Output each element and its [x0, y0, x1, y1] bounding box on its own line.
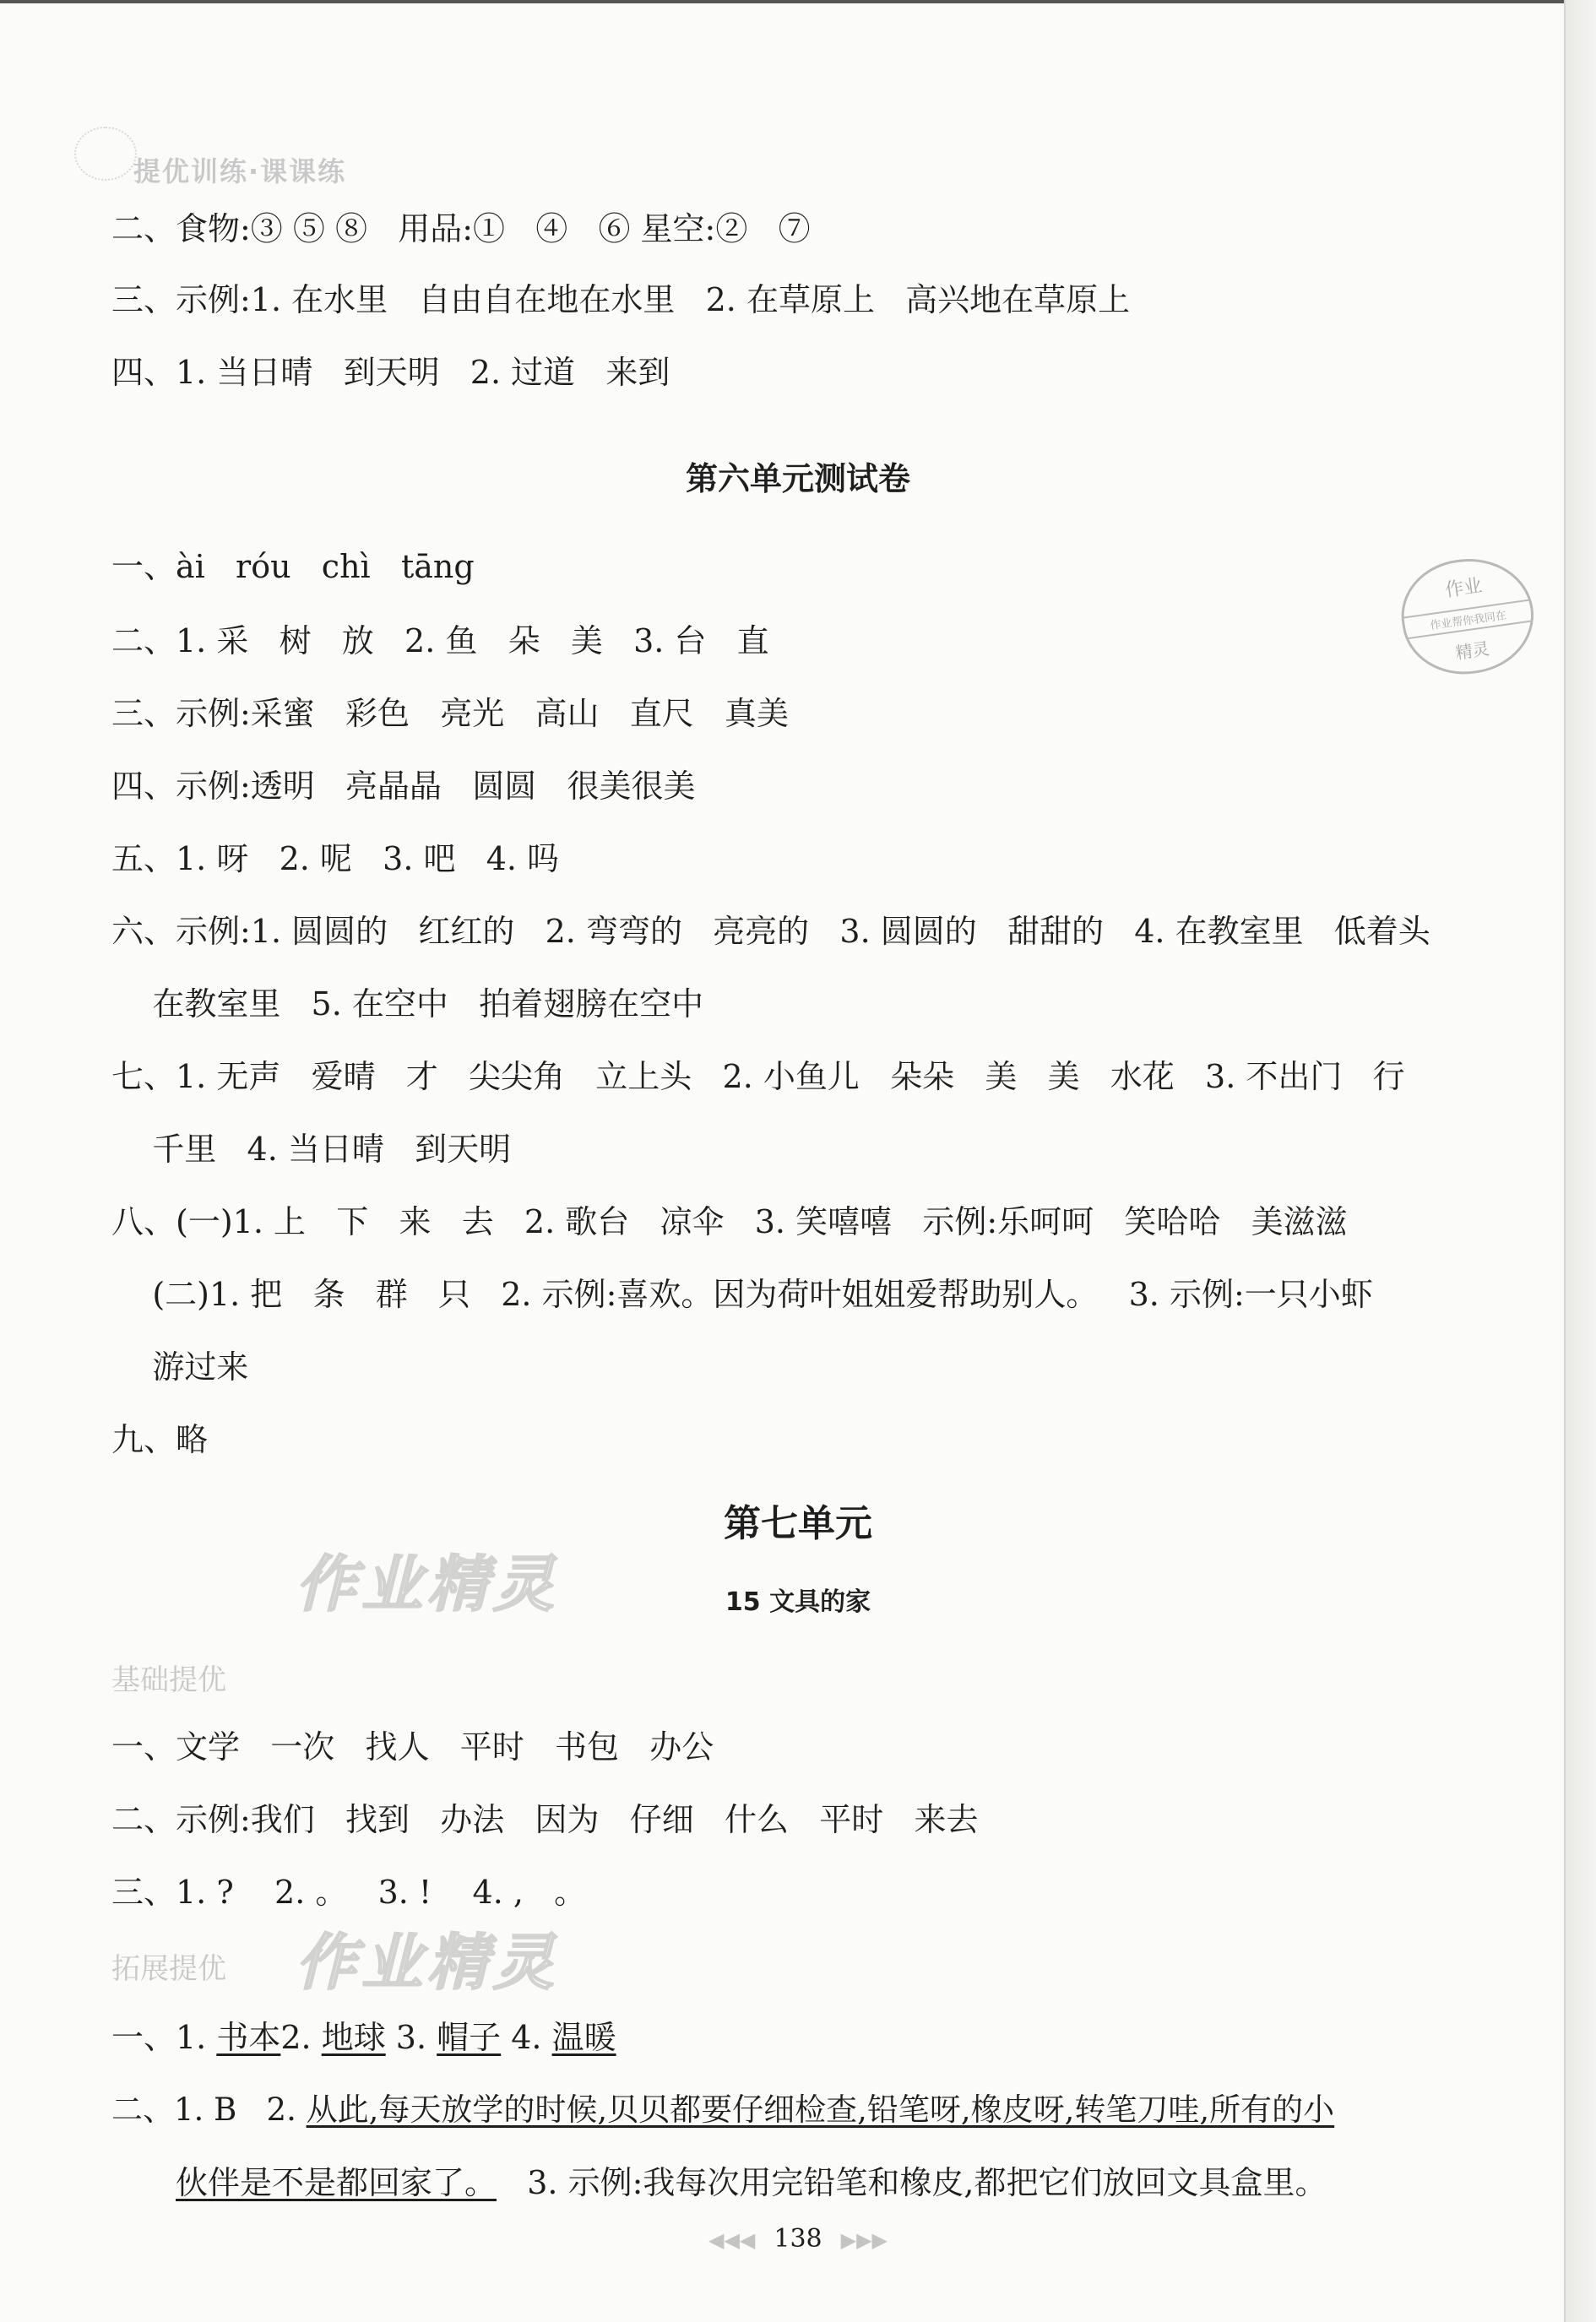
answer-line: 二、示例:我们 找到 办法 因为 仔细 什么 平时 来去: [111, 1801, 979, 1838]
top-border: [0, 0, 1566, 3]
text: 3.: [385, 2019, 437, 2056]
underlined-answer: 书本: [216, 2019, 281, 2056]
answer-line: 三、示例:采蜜 彩色 亮光 高山 直尺 真美: [111, 695, 789, 732]
page-number-text: 138: [774, 2224, 822, 2254]
answer-line: 三、1. ? 2. 。 3. ! 4. , 。: [111, 1874, 587, 1911]
underlined-answer: 伙伴是不是都回家了。: [176, 2164, 497, 2201]
watermark: 作业精灵: [296, 1927, 560, 1998]
answer-line: 九、略: [111, 1421, 209, 1458]
answer-line: 一、ài róu chì tāng: [111, 548, 475, 585]
underlined-answer: 地球: [321, 2019, 386, 2056]
answer-line: 三、示例:1. 在水里 自由自在地在水里 2. 在草原上 高兴地在草原上: [111, 281, 1131, 318]
answer-line: 七、1. 无声 爱晴 才 尖尖角 立上头 2. 小鱼儿 朵朵 美 美 水花 3. 不出门 行: [111, 1058, 1405, 1095]
answer-line: 千里 4. 当日晴 到天明: [111, 1131, 512, 1168]
unit6-test-title: 第六单元测试卷: [685, 459, 910, 497]
answer-line: 八、(一)1. 上 下 来 去 2. 歌台 凉伞 3. 笑嘻嘻 示例:乐呵呵 笑哈哈 美滋滋: [111, 1203, 1348, 1240]
stamp-text-top: 作业: [1443, 575, 1484, 602]
underlined-answer: 帽子: [437, 2019, 502, 2056]
page-number: ◀◀◀ 138 ▶▶▶: [708, 2224, 888, 2254]
answer-line: 二、食物:③ ⑤ ⑧ 用品:① ④ ⑥ 星空:② ⑦: [111, 210, 811, 247]
stamp-logo: [1394, 551, 1540, 682]
text: 二、1. B 2.: [111, 2091, 307, 2128]
section-extension-label: 拓展提优: [111, 1952, 226, 1986]
answer-line: 游过来: [111, 1348, 249, 1386]
answer-line: [111, 2091, 1334, 2129]
answer-line: [111, 2018, 616, 2057]
text: 3. 示例:我每次用完铅笔和橡皮,都把它们放回文具盒里。: [497, 2164, 1327, 2201]
text: 4.: [501, 2019, 552, 2056]
answer-line: 二、1. 采 树 放 2. 鱼 朵 美 3. 台 直: [111, 622, 769, 659]
unit7-title: 第七单元: [724, 1502, 872, 1545]
stamp-text-bottom: 精灵: [1454, 637, 1491, 664]
stamp-text-middle: 作业帮你我同在: [1403, 599, 1532, 640]
text: 2.: [280, 2019, 322, 2056]
underlined-answer: 从此,每天放学的时候,贝贝都要仔细检查,铅笔呀,橡皮呀,转笔刀哇,所有的小: [306, 2091, 1335, 2128]
answer-line: 在教室里 5. 在空中 拍着翅膀在空中: [111, 985, 704, 1023]
underlined-answer: 温暖: [551, 2019, 616, 2056]
lesson-title: 15 文具的家: [725, 1587, 871, 1617]
header-decoration-icon: [74, 127, 137, 181]
watermark: 作业精灵: [296, 1549, 560, 1619]
section-basic-label: 基础提优: [111, 1663, 226, 1697]
answer-line: 四、1. 当日晴 到天明 2. 过道 来到: [111, 354, 670, 391]
book-spine: [1564, 0, 1596, 2322]
running-header: 提优训练·课课练: [133, 155, 347, 187]
answer-line: 五、1. 呀 2. 呢 3. 吧 4. 吗: [111, 840, 560, 877]
answer-line: 一、文学 一次 找人 平时 书包 办公: [111, 1728, 714, 1766]
answer-line: 六、示例:1. 圆圆的 红红的 2. 弯弯的 亮亮的 3. 圆圆的 甜甜的 4. 在教室里 低着头: [111, 913, 1430, 950]
answer-line: 四、示例:透明 亮晶晶 圆圆 很美很美: [111, 768, 696, 805]
answer-line: (二)1. 把 条 群 只 2. 示例:喜欢。因为荷叶姐姐爱帮助别人。 3. 示例:一只小虾: [111, 1276, 1373, 1313]
answer-line: [176, 2163, 1327, 2202]
text: 一、1.: [111, 2019, 217, 2056]
